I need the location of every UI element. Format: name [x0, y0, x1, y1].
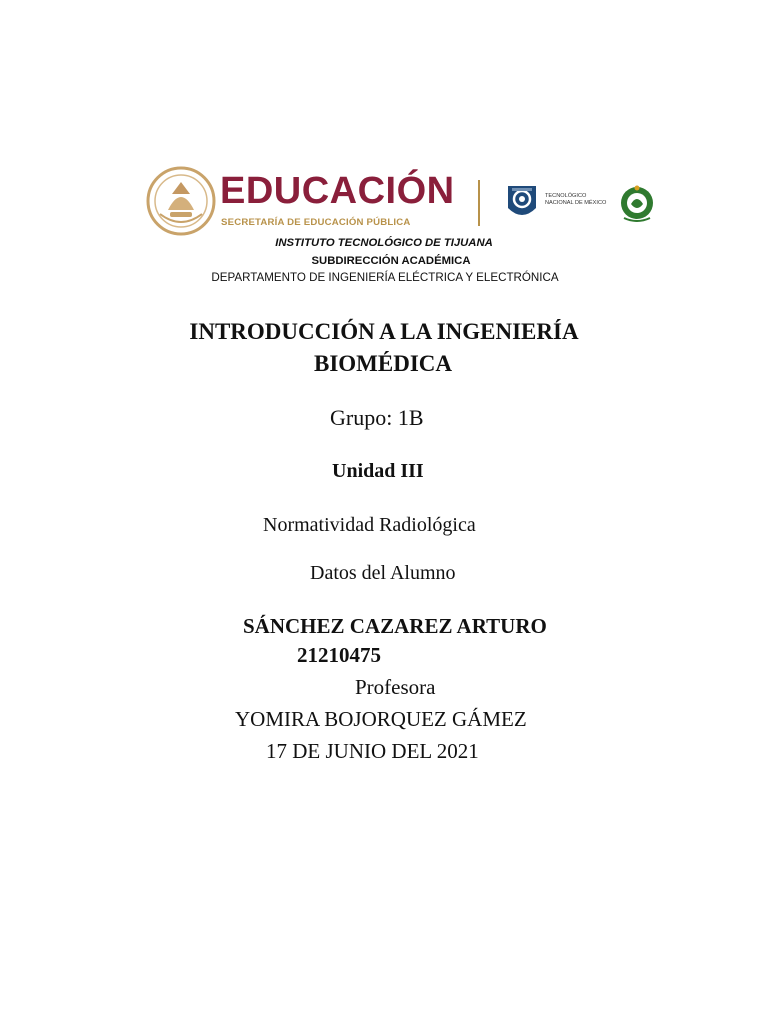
group-text: Grupo: 1B — [330, 405, 424, 430]
topic-text: Normatividad Radiológica — [263, 514, 476, 536]
course-title-line2: BIOMÉDICA — [313, 351, 452, 376]
mexico-coat-of-arms-icon — [146, 164, 216, 238]
tecnm-logo-text: TECNOLÓGICO NACIONAL DE MÉXICO — [545, 193, 607, 206]
logo-divider — [478, 180, 480, 226]
student-name: SÁNCHEZ CAZAREZ ARTURO — [243, 614, 547, 638]
date-text: 17 DE JUNIO DEL 2021 — [266, 739, 479, 763]
professor-label: Profesora — [355, 675, 436, 699]
department-name: DEPARTAMENTO DE INGENIERÍA ELÉCTRICA Y ELECTRÓNICA — [211, 271, 559, 284]
course-title — [0, 316, 768, 380]
unit-text: Unidad III — [332, 460, 424, 482]
institute-name: INSTITUTO TECNOLÓGICO DE TIJUANA — [275, 237, 493, 249]
professor-name: YOMIRA BOJORQUEZ GÁMEZ — [235, 707, 527, 731]
subdirectorate-name: SUBDIRECCIÓN ACADÉMICA — [311, 255, 471, 267]
educacion-logo-text: EDUCACIÓN — [220, 170, 455, 212]
student-data-label: Datos del Alumno — [310, 562, 456, 584]
course-title-line1: INTRODUCCIÓN A LA INGENIERÍA — [189, 319, 579, 344]
sep-logo-subtitle: SECRETARÍA DE EDUCACIÓN PÚBLICA — [221, 217, 411, 228]
itt-logo-icon — [618, 184, 656, 224]
student-id: 21210475 — [297, 643, 381, 667]
tecnm-logo-icon — [504, 182, 540, 224]
